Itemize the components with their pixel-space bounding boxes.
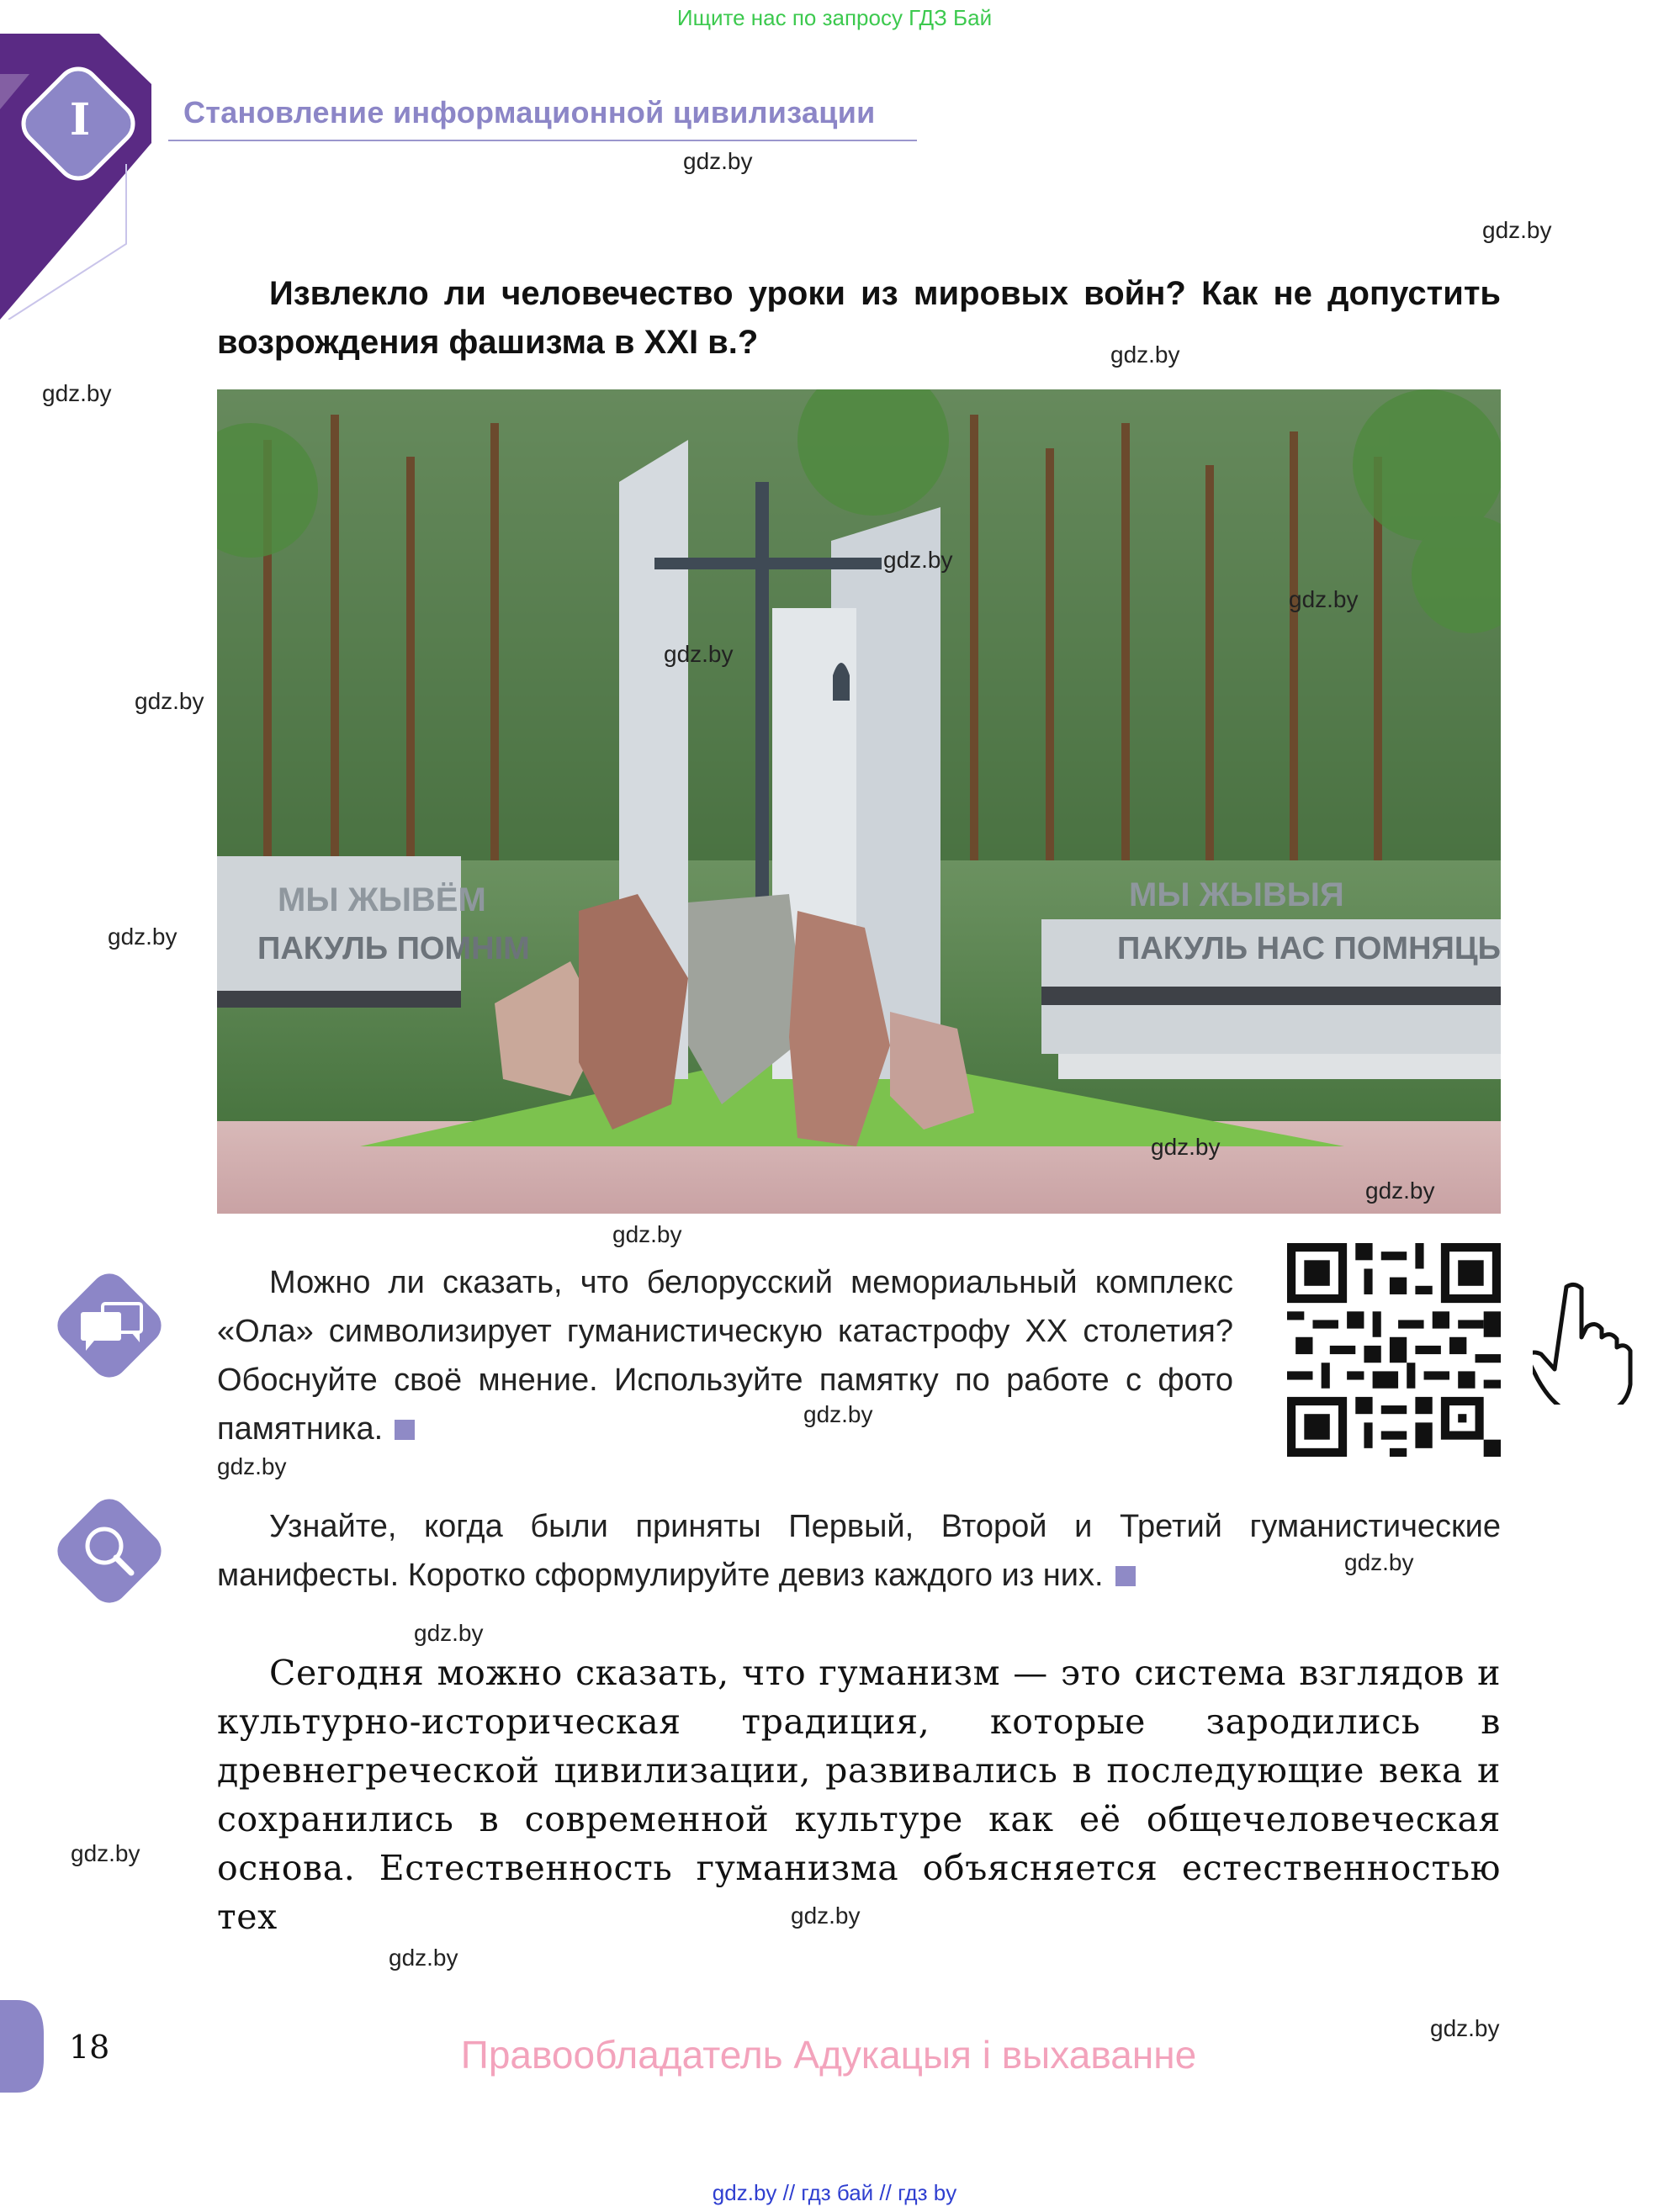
watermark: gdz.by — [683, 148, 753, 174]
watermark: gdz.by — [1482, 217, 1552, 243]
watermark: gdz.by — [803, 1401, 873, 1427]
footer-links[interactable]: gdz.by // гдз бай // гдз by — [712, 2180, 957, 2205]
watermark: gdz.by — [883, 547, 953, 573]
watermark: gdz.by — [135, 688, 204, 714]
watermark: gdz.by — [71, 1840, 140, 1866]
task-research — [217, 1502, 1501, 1600]
watermark: gdz.by — [1430, 2015, 1500, 2041]
task-discussion-text: Можно ли сказать, что белорусский мемориальный комплекс «Ола» символизирует гуманистическую катастрофу XX столетия? Обоснуйте своё мнение. Используйте памятку по работе с фото памятника. — [217, 1265, 1233, 1447]
watermark: gdz.by — [389, 1945, 458, 1971]
chapter-rule — [168, 140, 917, 141]
wall-text-left-1: МЫ ЖЫВЁМ — [278, 881, 486, 918]
research-badge — [47, 1489, 172, 1613]
body-paragraph: Сегодня можно сказать, что гуманизм — это система взглядов и культурно-историческая традиция, которые зародились в древнегреческой цивилизации, развивались в последующие века и сохранились в современной культуре как её общечеловеческая основа. Естественность гуманизма объясняется естественностью тех — [217, 1653, 1501, 1937]
chapter-number: I — [69, 94, 91, 146]
copyright: Правообладатель Адукацыя і выхаванне — [460, 2033, 1197, 2077]
watermark: gdz.by — [1365, 1177, 1435, 1204]
question-heading: Извлекло ли человечество уроки из мировых войн? Как не допустить возрождения фашизма в XXI в.? — [217, 275, 1501, 361]
watermark: gdz.by — [217, 1453, 287, 1479]
end-marker — [395, 1420, 415, 1440]
chapter-title: Становление информационной цивилизации — [183, 95, 876, 130]
watermark: gdz.by — [1344, 1549, 1414, 1575]
memorial-photo — [217, 389, 1501, 1214]
watermark: gdz.by — [414, 1620, 484, 1646]
wall-text-right-2: ПАКУЛЬ НАС ПОМНЯЦЬ — [1117, 931, 1501, 966]
watermark: gdz.by — [1289, 586, 1359, 612]
task-discussion — [217, 1258, 1233, 1453]
discussion-badge — [47, 1263, 172, 1388]
watermark: gdz.by — [1110, 341, 1180, 368]
qr-code[interactable] — [1287, 1243, 1501, 1457]
watermark: gdz.by — [108, 923, 177, 950]
watermark: gdz.by — [1151, 1134, 1221, 1160]
watermark: gdz.by — [791, 1902, 861, 1929]
wall-text-right-1: МЫ ЖЫВЫЯ — [1129, 876, 1344, 913]
watermark: gdz.by — [612, 1221, 682, 1247]
page-number: 18 — [69, 2029, 110, 2066]
end-marker — [1115, 1566, 1136, 1586]
wall-text-left-2: ПАКУЛЬ ПОМНІМ — [257, 931, 530, 966]
top-banner: Ищите нас по запросу ГДЗ Бай — [676, 5, 993, 30]
watermark: gdz.by — [664, 641, 734, 667]
pointing-hand-icon — [1533, 1278, 1642, 1405]
watermark: gdz.by — [42, 380, 112, 406]
task-research-text: Узнайте, когда были приняты Первый, Второй и Третий гуманистические манифесты. Коротко сформулируйте девиз каждого из них. — [217, 1509, 1501, 1593]
